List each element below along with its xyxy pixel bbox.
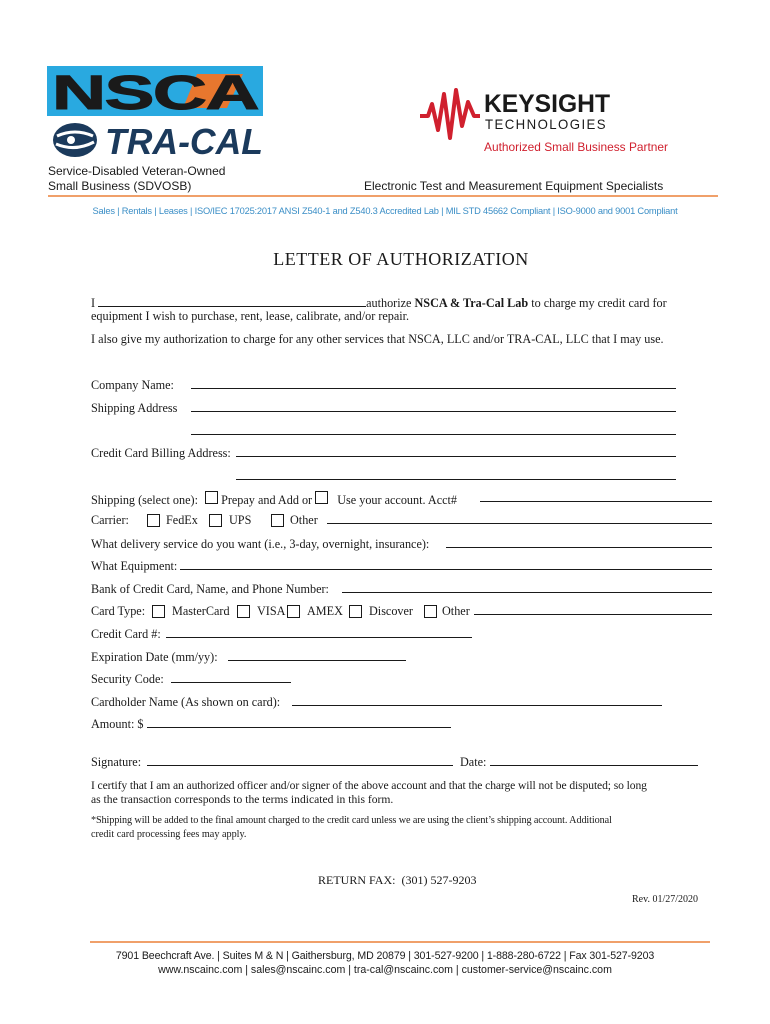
carrier-other-field[interactable] — [327, 512, 712, 524]
what-equipment-row — [91, 559, 177, 574]
use-account-label: Use your account. Acct# — [337, 493, 458, 507]
nsca-logo-text: NSCA — [52, 67, 259, 116]
amex-label: AMEX — [307, 604, 343, 618]
what-equipment-label: What Equipment: — [91, 559, 178, 573]
what-equipment-field[interactable] — [180, 558, 712, 570]
carrier-label: Carrier: — [91, 513, 129, 527]
amex-checkbox[interactable] — [287, 605, 300, 618]
footer-web: www.nscainc.com | sales@nscainc.com | tra-cal@nscainc.com | customer-service@nscainc.com — [158, 964, 612, 976]
card-type-label: Card Type: — [91, 604, 146, 618]
keysight-logo — [418, 86, 678, 156]
cardholder-name-label: Cardholder Name (As shown on card): — [91, 695, 281, 709]
sdvosb-line1: Service-Disabled Veteran-Owned — [48, 164, 226, 178]
amount-field[interactable] — [147, 716, 451, 728]
ups-label: UPS — [229, 513, 252, 527]
expiration-label: Expiration Date (mm/yy): — [91, 650, 218, 664]
keysight-name: KEYSIGHT — [484, 90, 610, 118]
shipping-address-row — [91, 401, 177, 416]
services-banner: Sales | Rentals | Leases | ISO/IEC 17025:2017 ANSI Z540-1 and Z540.3 Accredited Lab | MIL STD 45662 Compliant | ISO-9000 and 9001 Compliant — [92, 206, 678, 216]
carrier-other-checkbox[interactable] — [271, 514, 284, 527]
shipping-address-field-1[interactable] — [191, 400, 676, 412]
security-code-row — [91, 672, 164, 687]
amount-row — [91, 717, 143, 732]
credit-card-number-field[interactable] — [166, 626, 472, 638]
shipping-address-field-2[interactable] — [191, 423, 676, 435]
signature-row — [91, 755, 141, 770]
amount-label: Amount: $ — [91, 717, 144, 731]
discover-label: Discover — [369, 604, 413, 618]
card-other-checkbox[interactable] — [424, 605, 437, 618]
carrier-other-label: Other — [290, 513, 318, 527]
billing-address-row — [91, 446, 231, 461]
signature-field[interactable] — [147, 754, 453, 766]
page-title: LETTER OF AUTHORIZATION — [273, 249, 529, 269]
footer-rule — [90, 941, 710, 943]
footer-address: 7901 Beechcraft Ave. | Suites M & N | Gaithersburg, MD 20879 | 301-527-9200 | 1-888-280-6722 | Fax 301-527-9203 — [115, 950, 655, 962]
delivery-service-label: What delivery service do you want (i.e., 3-day, overnight, insurance): — [91, 537, 430, 551]
auth-suffix: to charge my credit card for — [531, 296, 667, 310]
account-number-field[interactable] — [480, 490, 712, 502]
revision-text: Rev. 01/27/2020 — [632, 894, 699, 905]
nsca-logo — [47, 66, 263, 116]
nsca-logo-graphic — [47, 66, 263, 116]
carrier-row — [91, 513, 129, 528]
prepay-label: Prepay and Add or — [221, 493, 313, 507]
bank-info-label: Bank of Credit Card, Name, and Phone Number: — [91, 582, 329, 596]
header-rule — [48, 195, 718, 197]
delivery-service-row — [91, 537, 429, 552]
fedex-checkbox[interactable] — [147, 514, 160, 527]
visa-checkbox[interactable] — [237, 605, 250, 618]
sdvosb-label — [48, 164, 225, 194]
delivery-service-field[interactable] — [446, 536, 712, 548]
shipping-select-row — [91, 491, 457, 508]
fedex-label: FedEx — [166, 513, 198, 527]
certify-line1: I certify that I am an authorized officer and/or signer of the above account and that the charge will not be disputed; so long — [91, 779, 647, 792]
card-other-label: Other — [442, 604, 470, 618]
return-fax: RETURN FAX: (301) 527-9203 — [318, 873, 477, 887]
ups-checkbox[interactable] — [209, 514, 222, 527]
security-code-field[interactable] — [171, 671, 291, 683]
cardholder-name-field[interactable] — [292, 694, 662, 706]
mastercard-label: MasterCard — [172, 604, 230, 618]
card-type-row — [91, 604, 145, 619]
tracal-logo-text: TRA-CAL — [105, 121, 263, 160]
billing-address-label: Credit Card Billing Address: — [91, 446, 231, 460]
tracal-logo — [47, 120, 267, 160]
auth-line2: equipment I wish to purchase, rent, lease, calibrate, and/or repair. — [91, 309, 410, 323]
also-authorize-line: I also give my authorization to charge for any other services that NSCA, LLC and/or TRA-CAL, LLC that I may use. — [91, 332, 664, 346]
auth-mid: authorize — [366, 296, 412, 310]
date-label: Date: — [460, 755, 487, 769]
credit-card-number-row — [91, 627, 161, 642]
company-name-label: Company Name: — [91, 378, 174, 392]
signature-label: Signature: — [91, 755, 142, 769]
company-name-row — [91, 378, 174, 393]
visa-label: VISA — [257, 604, 286, 618]
tracal-globe-icon — [53, 123, 97, 157]
use-account-checkbox[interactable] — [315, 491, 328, 504]
date-field[interactable] — [490, 754, 698, 766]
auth-prefix: I — [91, 296, 96, 310]
billing-address-field-2[interactable] — [236, 468, 676, 480]
cardholder-name-row — [91, 695, 280, 710]
expiration-row — [91, 650, 218, 665]
shipping-address-label: Shipping Address — [91, 401, 178, 415]
bank-info-field[interactable] — [342, 581, 712, 593]
keysight-sub: TECHNOLOGIES — [485, 116, 607, 132]
card-other-field[interactable] — [474, 603, 712, 615]
authorizer-name-field[interactable] — [98, 295, 366, 307]
certify-line2: as the transaction corresponds to the terms indicated in this form. — [91, 793, 394, 806]
discover-checkbox[interactable] — [349, 605, 362, 618]
keysight-wave-icon — [420, 90, 480, 138]
shipping-select-label: Shipping (select one): — [91, 493, 198, 507]
note-line2: credit card processing fees may apply. — [91, 829, 247, 840]
auth-company: NSCA & Tra-Cal Lab — [414, 296, 529, 310]
expiration-field[interactable] — [228, 649, 406, 661]
specialists-text: Electronic Test and Measurement Equipment Specialists — [364, 179, 664, 193]
note-line1: *Shipping will be added to the final amount charged to the credit card unless we are using the client’s shipping account. Additional — [91, 815, 612, 826]
billing-address-field-1[interactable] — [236, 445, 676, 457]
mastercard-checkbox[interactable] — [152, 605, 165, 618]
security-code-label: Security Code: — [91, 672, 164, 686]
credit-card-number-label: Credit Card #: — [91, 627, 161, 641]
keysight-partner: Authorized Small Business Partner — [484, 140, 669, 154]
sdvosb-line2: Small Business (SDVOSB) — [48, 179, 192, 193]
prepay-checkbox[interactable] — [205, 491, 218, 504]
company-name-field[interactable] — [191, 377, 676, 389]
bank-info-row — [91, 582, 329, 597]
